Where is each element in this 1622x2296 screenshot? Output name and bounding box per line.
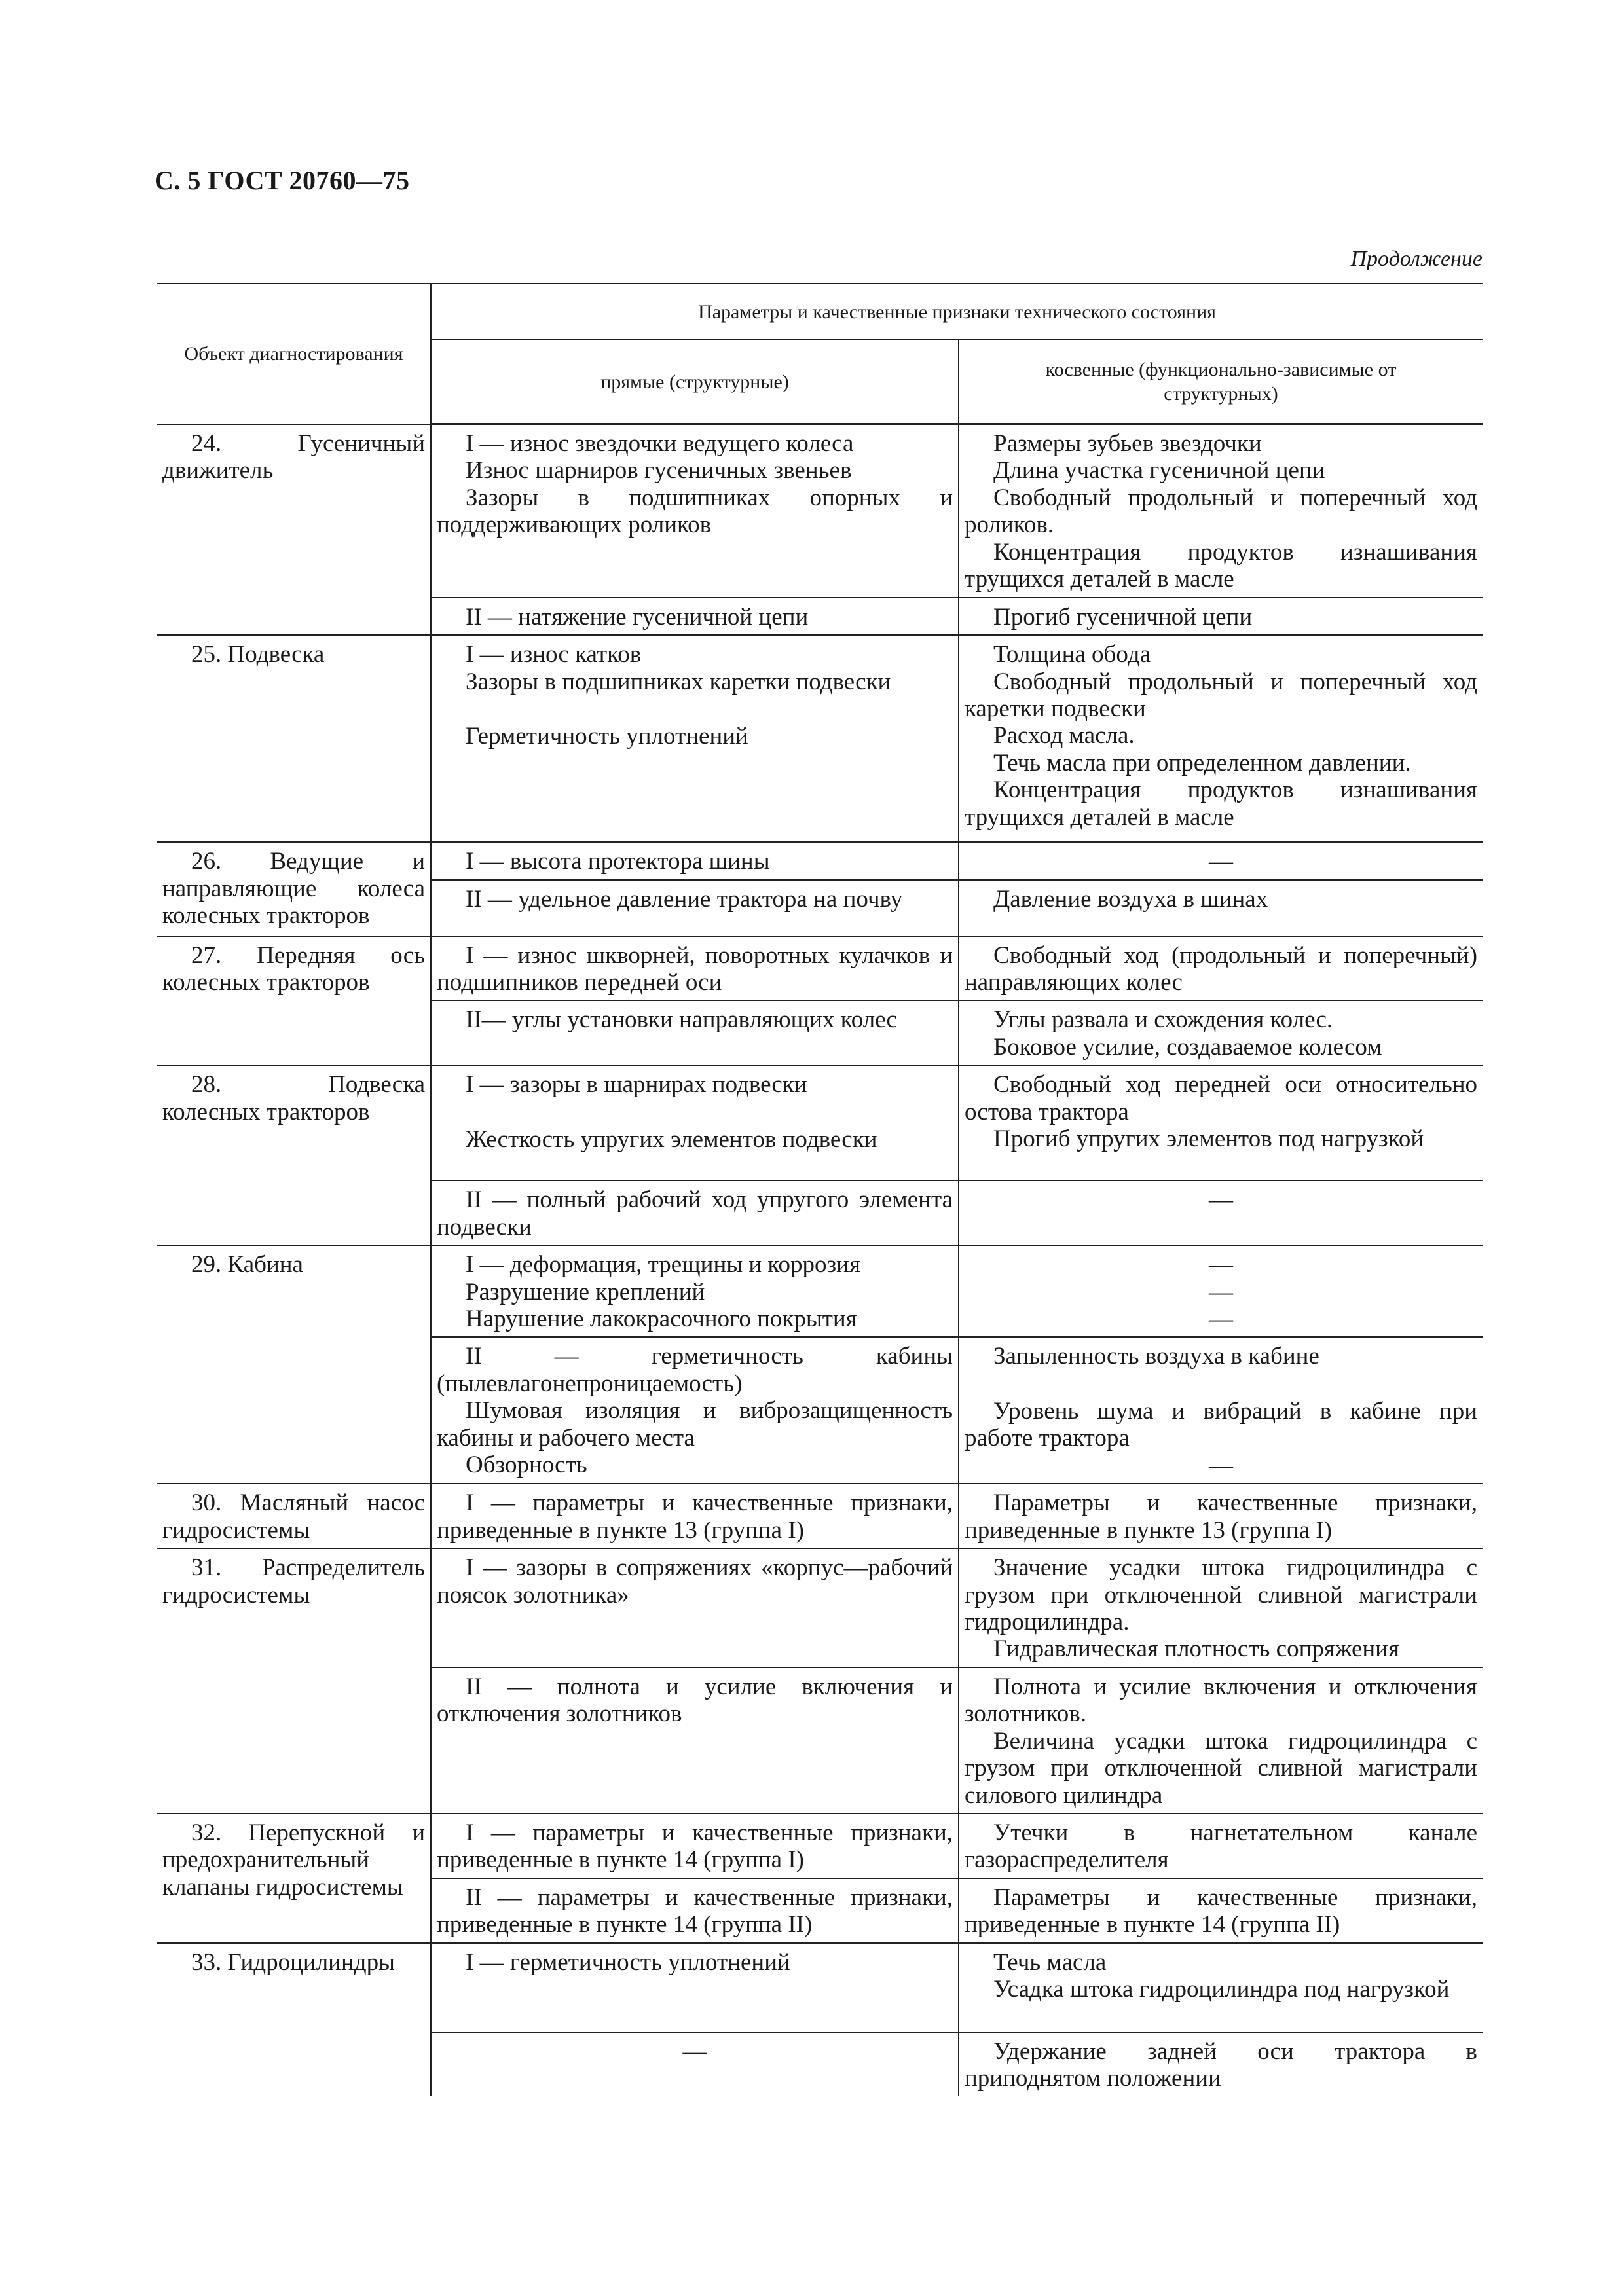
indirect-line: Параметры и качественные признаки, приведенные в пункте 13 (группа I) (965, 1489, 1478, 1544)
indirect-line: Концентрация продуктов изнашивания трущихся деталей в масле (965, 776, 1478, 831)
direct-line: Разрушение креплений (466, 1278, 705, 1305)
indirect-cell (959, 1337, 1483, 1484)
indirect-line: Параметры и качественные признаки, приведенные в пункте 14 (группа II) (965, 1884, 1478, 1939)
dash-mark: — (1209, 1278, 1233, 1305)
direct-cell (431, 1813, 959, 1878)
direct-line: I — параметры и качественные признаки, приведенные в пункте 13 (группа I) (437, 1489, 953, 1544)
direct-cell (431, 2032, 959, 2096)
table-row (157, 1245, 1483, 1337)
indirect-line: Значение усадки штока гидроцилиндра с грузом при отключенной сливной магистрали гидроцилиндра. (965, 1554, 1478, 1635)
direct-line: Шумовая изоляция и виброзащищенность кабины и рабочего места (437, 1397, 953, 1451)
indirect-line: Толщина обода (993, 641, 1151, 668)
indirect-line: Размеры зубьев звездочки (993, 430, 1262, 457)
object-cell (157, 1943, 431, 2096)
direct-line: II — полный рабочий ход упругого элемента подвески (437, 1186, 953, 1241)
direct-line: II — параметры и качественные признаки, приведенные в пункте 14 (группа II) (437, 1884, 953, 1939)
table-row (157, 842, 1483, 879)
direct-line: I — износ звездочки ведущего колеса (466, 430, 854, 457)
direct-cell (431, 1000, 959, 1065)
header-params: Параметры и качественные признаки технического состояния (431, 283, 1483, 340)
indirect-line: Величина усадки штока гидроцилиндра с грузом при отключенной сливной магистрали силового цилиндра (965, 1727, 1478, 1809)
table-row (157, 1813, 1483, 1878)
header-direct: прямые (структурные) (431, 340, 959, 424)
direct-cell (431, 1667, 959, 1813)
indirect-cell (959, 1548, 1483, 1667)
indirect-line: Свободный ход передней оси относительно остова трактора (965, 1071, 1478, 1125)
indirect-cell (959, 424, 1483, 598)
dash-mark: — (1209, 1251, 1233, 1279)
direct-cell (431, 1878, 959, 1943)
indirect-cell (959, 598, 1483, 635)
direct-line: I — износ катков (466, 641, 642, 668)
object-cell (157, 936, 431, 1066)
object-cell (157, 1484, 431, 1548)
direct-cell (431, 1180, 959, 1245)
indirect-line: Запыленность воздуха в кабине (993, 1343, 1319, 1370)
object-name: 28. Подвеска колесных тракторов (162, 1071, 425, 1125)
header-indirect: косвенные (функционально-зависимые от структурных) (959, 340, 1483, 424)
object-cell (157, 1065, 431, 1245)
direct-cell (431, 1245, 959, 1337)
direct-line: II — удельное давление трактора на почву (466, 885, 903, 913)
direct-line: Нарушение лакокрасочного покрытия (466, 1305, 857, 1332)
table-row (157, 635, 1483, 842)
direct-cell (431, 842, 959, 879)
direct-line: I — параметры и качественные признаки, приведенные в пункте 14 (группа I) (437, 1819, 953, 1874)
object-name: 29. Кабина (191, 1251, 303, 1279)
direct-line: Жесткость упругих элементов подвески (466, 1125, 877, 1153)
dash-mark: — (1209, 1305, 1233, 1332)
object-name: 31. Распределитель гидросистемы (162, 1554, 425, 1609)
direct-cell (431, 1548, 959, 1667)
direct-line: Герметичность уплотнений (466, 722, 748, 750)
indirect-cell (959, 1245, 1483, 1337)
dash-mark: — (1209, 1451, 1233, 1479)
table-row (157, 1943, 1483, 2032)
indirect-cell (959, 2032, 1483, 2096)
indirect-line: Давление воздуха в шинах (993, 885, 1268, 913)
direct-cell (431, 1065, 959, 1180)
indirect-line: Течь масла (993, 1948, 1107, 1976)
direct-cell (431, 1484, 959, 1548)
object-cell (157, 1548, 431, 1813)
direct-line: Износ шарниров гусеничных звеньев (466, 457, 852, 484)
direct-cell (431, 424, 959, 598)
indirect-cell (959, 880, 1483, 936)
object-name: 27. Передняя ось колесных тракторов (162, 941, 425, 996)
indirect-cell (959, 842, 1483, 879)
direct-cell (431, 1337, 959, 1484)
indirect-line: Углы развала и схождения колес. (993, 1006, 1333, 1034)
direct-cell (431, 880, 959, 936)
object-cell (157, 635, 431, 842)
indirect-line: Полнота и усилие включения и отключения золотников. (965, 1673, 1478, 1728)
indirect-line: Боковое усилие, создаваемое колесом (993, 1033, 1382, 1061)
object-cell (157, 1813, 431, 1943)
direct-cell (431, 936, 959, 1001)
direct-line: II — герметичность кабины (пылевлагонепроницаемость) (437, 1343, 953, 1397)
object-name: 25. Подвеска (191, 641, 325, 668)
indirect-line: Свободный продольный и поперечный ход роликов. (965, 484, 1478, 539)
direct-line: II — натяжение гусеничной цепи (466, 603, 809, 630)
indirect-line: Гидравлическая плотность сопряжения (993, 1635, 1400, 1663)
indirect-cell (959, 1878, 1483, 1943)
indirect-line: Расход масла. (993, 722, 1135, 750)
indirect-cell (959, 1484, 1483, 1548)
direct-line: I — высота протектора шины (466, 848, 770, 875)
indirect-line: Концентрация продуктов изнашивания трущихся деталей в масле (965, 538, 1478, 593)
object-name: 32. Перепускной и предохранительный клапаны гидросистемы (162, 1819, 425, 1901)
object-cell (157, 842, 431, 936)
object-name: 33. Гидроцилиндры (191, 1948, 395, 1976)
indirect-line: Прогиб гусеничной цепи (993, 603, 1253, 630)
indirect-cell (959, 1943, 1483, 2032)
header-object: Объект диагностирования (157, 283, 431, 424)
direct-cell (431, 598, 959, 635)
direct-cell (431, 1943, 959, 2032)
direct-line: Обзорность (466, 1451, 587, 1479)
indirect-cell (959, 1667, 1483, 1813)
direct-line: I — деформация, трещины и коррозия (466, 1251, 860, 1279)
indirect-line: Свободный продольный и поперечный ход каретки подвески (965, 668, 1478, 722)
table-row (157, 1484, 1483, 1548)
page-title: С. 5 ГОСТ 20760—75 (155, 166, 410, 195)
indirect-line: Уровень шума и вибраций в кабине при работе трактора (965, 1397, 1478, 1452)
object-name: 24. Гусеничный движитель (162, 429, 425, 484)
indirect-line: Усадка штока гидроцилиндра под нагрузкой (993, 1976, 1450, 2003)
direct-line: I — зазоры в сопряжениях «корпус—рабочий поясок золотника» (437, 1554, 953, 1609)
direct-line: Зазоры в подшипниках каретки подвески (466, 668, 891, 695)
table-row (157, 1065, 1483, 1180)
object-name: 26. Ведущие и направляющие колеса колесных тракторов (162, 848, 425, 929)
object-cell (157, 1245, 431, 1484)
dash-mark: — (1209, 1186, 1233, 1214)
direct-line: II — полнота и усилие включения и отключения золотников (437, 1673, 953, 1728)
indirect-cell (959, 1180, 1483, 1245)
table-header (157, 283, 1483, 424)
indirect-line: Прогиб упругих элементов под нагрузкой (993, 1125, 1424, 1153)
direct-line: I — зазоры в шарнирах подвески (466, 1071, 807, 1099)
indirect-line: Течь масла при определенном давлении. (993, 749, 1411, 776)
table-row (157, 1548, 1483, 1667)
indirect-line: Длина участка гусеничной цепи (993, 457, 1325, 484)
indirect-cell (959, 1065, 1483, 1180)
direct-cell (431, 635, 959, 842)
table-row (157, 936, 1483, 1001)
continuation-label: Продолжение (1350, 247, 1483, 271)
object-name: 30. Масляный насос гидросистемы (162, 1489, 425, 1544)
indirect-line: Удержание задней оси трактора в приподнятом положении (965, 2037, 1478, 2092)
direct-line: I — износ шкворней, поворотных кулачков и подшипников передней оси (437, 941, 953, 996)
diagnostics-table (157, 283, 1483, 2096)
indirect-cell (959, 1813, 1483, 1878)
dash-mark: — (682, 2037, 707, 2065)
indirect-cell (959, 936, 1483, 1001)
table-row (157, 424, 1483, 598)
dash-mark: — (1209, 848, 1233, 875)
indirect-line: Утечки в нагнетательном канале газораспределителя (965, 1819, 1478, 1874)
indirect-cell (959, 635, 1483, 842)
indirect-cell (959, 1000, 1483, 1065)
direct-line: I — герметичность уплотнений (466, 1948, 790, 1976)
direct-line: II— углы установки направляющих колес (466, 1006, 897, 1034)
indirect-line: Свободный ход (продольный и поперечный) направляющих колес (965, 941, 1478, 996)
object-cell (157, 424, 431, 636)
direct-line: Зазоры в подшипниках опорных и поддерживающих роликов (437, 484, 953, 539)
